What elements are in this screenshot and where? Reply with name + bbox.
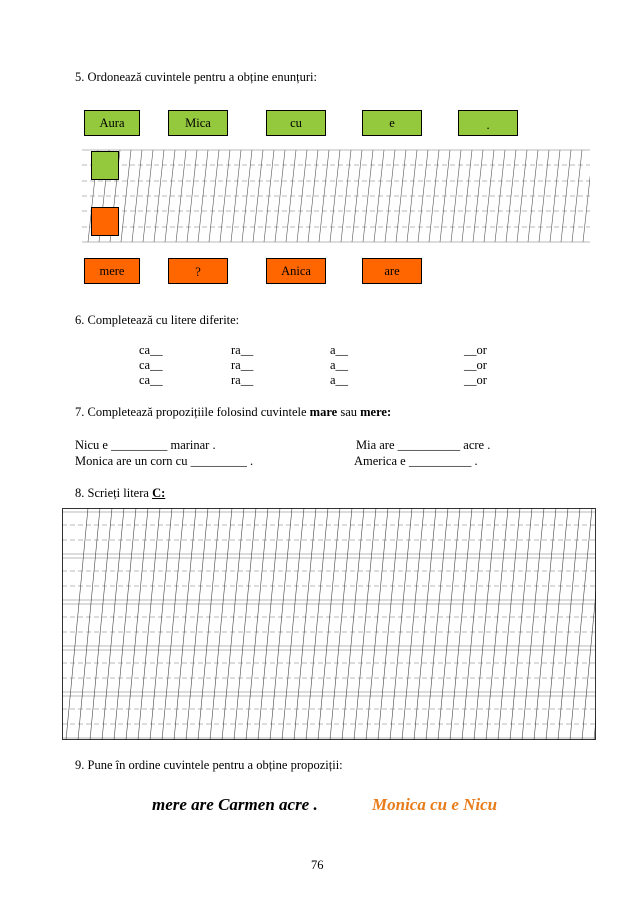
word-card-mica[interactable]: Mica bbox=[168, 110, 228, 136]
scrambled-sentence-1: mere are Carmen acre . bbox=[152, 795, 318, 814]
ex9-title: 9. Pune în ordine cuvintele pentru a obține propoziții: bbox=[75, 758, 343, 772]
ex6-cell[interactable]: __or bbox=[464, 358, 487, 372]
word-card-anica[interactable]: Anica bbox=[266, 258, 326, 284]
scrambled-sentence-2: Monica cu e Nicu bbox=[372, 795, 498, 814]
word-card-are[interactable]: are bbox=[362, 258, 422, 284]
writing-grid-ex5[interactable] bbox=[82, 148, 590, 244]
ex6-cell[interactable]: a__ bbox=[330, 373, 349, 387]
answer-slot-green[interactable] bbox=[91, 151, 119, 180]
ex7-sentence[interactable]: America e __________ . bbox=[354, 454, 478, 468]
ex6-cell[interactable]: ca__ bbox=[139, 373, 163, 387]
ex5-title: 5. Ordonează cuvintele pentru a obține enunțuri: bbox=[75, 70, 317, 84]
ex6-cell[interactable]: __or bbox=[464, 373, 487, 387]
ex7-sentence[interactable]: Monica are un corn cu _________ . bbox=[75, 454, 254, 468]
ex7-sentence[interactable]: Nicu e _________ marinar . bbox=[75, 438, 216, 452]
word-card-cu[interactable]: cu bbox=[266, 110, 326, 136]
ex6-cell[interactable]: ra__ bbox=[231, 358, 254, 372]
letter-c: C: bbox=[152, 486, 166, 500]
ex6-title: 6. Completează cu litere diferite: bbox=[75, 313, 240, 327]
word-mere: mere: bbox=[360, 405, 392, 419]
ex6-cell[interactable]: a__ bbox=[330, 358, 349, 372]
ex6-cell[interactable]: ca__ bbox=[139, 358, 163, 372]
ex6-cell[interactable]: ra__ bbox=[231, 373, 254, 387]
ex7-sentence[interactable]: Mia are __________ acre . bbox=[356, 438, 491, 452]
ex7-title: 7. Completează propozițiile folosind cuvintele mare sau mere: bbox=[75, 405, 392, 419]
ex6-cell[interactable]: ca__ bbox=[139, 343, 163, 357]
page-number: 76 bbox=[311, 858, 324, 872]
writing-grid-ex8[interactable] bbox=[62, 508, 596, 740]
word-card-e[interactable]: e bbox=[362, 110, 422, 136]
ex8-title: 8. Scrieți litera C: bbox=[75, 486, 166, 500]
ex6-cell[interactable]: __or bbox=[464, 343, 487, 357]
word-card-mere[interactable]: mere bbox=[84, 258, 140, 284]
word-card-aura[interactable]: Aura bbox=[84, 110, 140, 136]
ex6-cell[interactable]: a__ bbox=[330, 343, 349, 357]
word-mare: mare bbox=[309, 405, 338, 419]
word-card-question[interactable]: ? bbox=[168, 258, 228, 284]
word-card-period[interactable]: . bbox=[458, 110, 518, 136]
answer-slot-orange[interactable] bbox=[91, 207, 119, 236]
ex6-cell[interactable]: ra__ bbox=[231, 343, 254, 357]
